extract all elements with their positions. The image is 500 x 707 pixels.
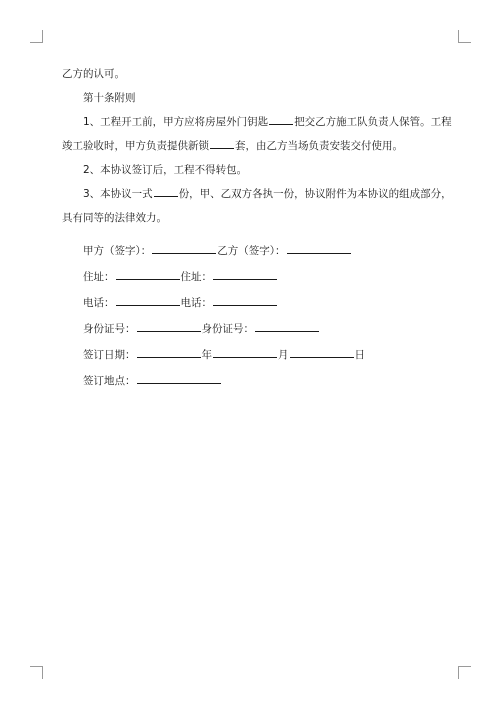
party-a-signature-blank [152,241,216,254]
document-body [62,62,452,394]
party-a-phone-label: 电话： [83,297,115,309]
month-blank [213,345,277,358]
place-label: 签订地点： [83,375,136,387]
day-label: 日 [354,349,365,361]
party-a-phone-blank [116,293,180,306]
crop-mark-top-left [30,30,43,43]
clause-3-line-2: 具有同等的法律效力。 [62,212,167,224]
crop-mark-top-right [458,30,471,43]
clause-1-text-d: 套，由乙方当场负责安装交付使用。 [235,140,403,152]
clause-3-text-a: 3、本协议一式 [83,188,153,200]
crop-mark-bottom-left [30,666,43,679]
clause-1-line-2 [62,134,440,158]
year-blank [137,345,201,358]
party-b-signature-blank [287,241,351,254]
article-heading: 第十条附则 [83,92,136,104]
month-label: 月 [278,349,289,361]
year-label: 年 [201,349,212,361]
party-b-id-blank [255,319,319,332]
party-a-address-blank [116,267,180,280]
address-row [62,264,440,290]
clause-1-line-1 [62,110,452,134]
id-row [62,316,440,342]
intro-line: 乙方的认可。 [62,68,125,80]
party-b-address-blank [213,267,277,280]
signature-row [62,238,440,264]
party-b-phone-label: 电话： [180,297,212,309]
party-a-address-label: 住址： [83,271,115,283]
party-a-id-blank [137,319,201,332]
place-row [62,368,440,394]
clause-3-line-1 [62,182,452,206]
clause-1-text-b: 把交乙方施工队负责人保管。工程 [294,116,452,128]
party-a-signature-label: 甲方（签字）： [83,245,152,257]
date-label: 签订日期： [83,349,136,361]
party-b-id-label: 身份证号： [201,323,254,335]
date-row [62,342,440,368]
copies-count-blank [154,184,178,197]
clause-2: 2、本协议签订后，工程不得转包。 [83,164,248,176]
clause-1-text-c: 竣工验收时，甲方负责提供新锁 [62,140,209,152]
party-b-phone-blank [213,293,277,306]
keys-count-blank [269,112,293,125]
locks-count-blank [210,136,234,149]
party-a-id-label: 身份证号： [83,323,136,335]
phone-row [62,290,440,316]
clause-3-text-b: 份，甲、乙双方各执一份，协议附件为本协议的组成部分， [178,188,452,200]
clause-1-text-a: 1、工程开工前，甲方应将房屋外门钥匙 [83,116,269,128]
party-b-signature-label: 乙方（签字）： [217,245,286,257]
party-b-address-label: 住址： [180,271,212,283]
place-blank [137,371,221,384]
day-blank [290,345,354,358]
crop-mark-bottom-right [458,666,471,679]
